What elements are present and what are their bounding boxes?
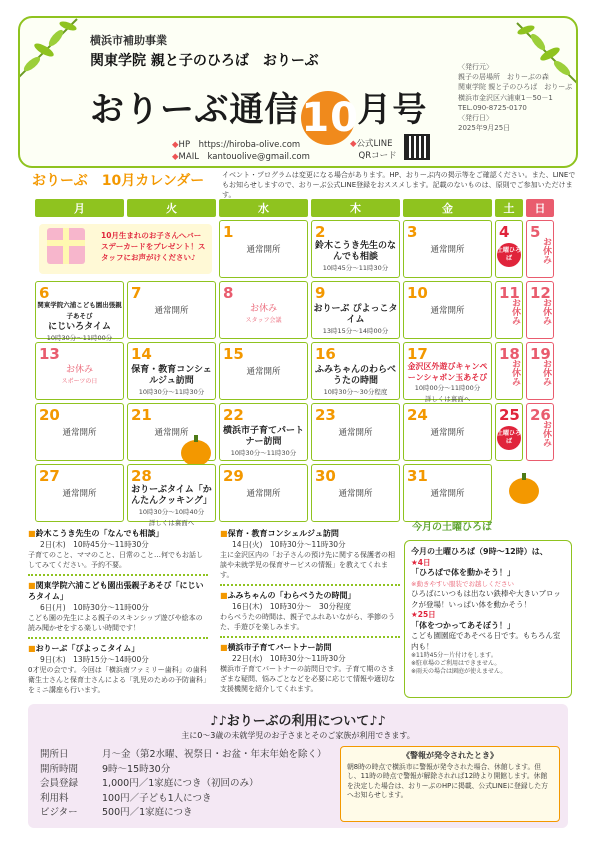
day-cell: 13 お休み スポーツの日 (35, 342, 124, 400)
day-cell: 16 ふみちゃんのわらべうたの時間 10時30分～30分程度 (311, 342, 400, 400)
day-cell: 21 通常開所 (127, 403, 216, 461)
title-text: おりーぶ通信 (90, 90, 300, 130)
day-cell: 24 通常開所 (403, 403, 492, 461)
calendar-week-row (35, 342, 554, 400)
usage-row: 開所時間 9時～15時30分 (40, 763, 171, 775)
usage-row: 会員登録 1,000円／1家庭につき（初回のみ） (40, 778, 259, 789)
day-cell: 28 おりーぶタイム「かんたんクッキング」 10時30分～10時40分 詳しくは裏面へ (127, 464, 216, 522)
day-cell: 29 通常開所 (219, 464, 308, 522)
calendar-week-row (35, 464, 554, 522)
day-cell: 14 保育・教育コンシェルジュ訪問 10時30分～11時30分 (127, 342, 216, 400)
day-cell: 31 通常開所 (403, 464, 492, 522)
header-subtitle: 横浜市補助事業 (90, 34, 167, 47)
day-cell: 17 金沢区外遊びキャンペーンシャボン玉あそび 10時00分～11時00分 詳しくは裏面へ (403, 342, 492, 400)
mail-link[interactable]: ◆MAIL kantouolive@gmail.com (172, 152, 310, 162)
header-banner (18, 16, 578, 168)
weekday-thu: 木 (311, 199, 400, 217)
dotted-divider (28, 574, 208, 576)
usage-row: 開所日 月～金（第2水曜、祝祭日・お盆・年末年始を除く） (40, 749, 327, 760)
usage-heading: ♪♪おりーぶの利用について♪♪ (210, 714, 386, 729)
homepage-link[interactable]: ◆HP https://hiroba-olive.com (172, 140, 301, 150)
dotted-divider (28, 637, 208, 639)
event-details-right: ■保育・教育コンシェルジュ訪問 14日(火) 10時30分～11時30分 主に金沢区内の「お子さんの預け先に関する保護者の相談や未就学児の保育サービスの情報」を教えてくれます。 ■ふみちゃんの「わらべうたの時間」 16日(木) 10時30分～ 30分程度 わらべうたの時間は、親子でふれあいながら、季節のうた、手遊びを楽しみます。 ■横浜市子育てパートナー訪問 22日(水) 10時30分～11時30分 横浜市子育てパートナーの訪問日です。子育て期のさまざまな疑問、悩みごとなどを必要に応じて情報や適切な支援機関を紹介してくれます。 (220, 528, 400, 698)
usage-section (28, 704, 568, 828)
calendar-week-row (35, 281, 554, 339)
pumpkin-icon (509, 478, 539, 504)
olive-leaf-icon (18, 16, 82, 84)
line-info: ◆公式LINE QRコード (350, 139, 397, 161)
day-cell: 1 通常開所 (219, 220, 308, 278)
usage-row: ビジター 500円／1家庭につき (40, 807, 193, 818)
title-month-badge: 10 (301, 91, 355, 145)
day-cell: 10 通常開所 (403, 281, 492, 339)
saturday-hiroba-badge: 土曜ひろば (497, 426, 521, 450)
day-cell: 7 通常開所 (127, 281, 216, 339)
weekday-fri: 金 (403, 199, 492, 217)
day-cell-sat: 4 土曜ひろば (495, 220, 523, 278)
day-cell: 23 通常開所 (311, 403, 400, 461)
day-cell: 27 通常開所 (35, 464, 124, 522)
calendar-note: イベント・プログラムは変更になる場合があります。HP、おりーぶ内の掲示等をご確認ください。また、LINEでもお知らせしますので、おりーぶ公式LINE登録をおススメします。記載のないものは、原則でご参加いただけます。 (222, 171, 576, 199)
day-cell: 20 通常開所 (35, 403, 124, 461)
newsletter-title (90, 82, 427, 145)
weekday-sun: 日 (526, 199, 554, 217)
day-cell: 9 おりーぶ ぴよっこタイム 13時15分～14時00分 (311, 281, 400, 339)
day-cell: 2 鈴木こうき先生のなんでも相談 10時45分～11時30分 (311, 220, 400, 278)
usage-subheading: 主に0～3歳の未就学児のお子さまとそのご家族が利用できます。 (181, 731, 415, 740)
saturday-hiroba-box: 今月の土曜ひろば（9時～12時）は、 ★4日 「ひろばで体を動かそう！」 ※動きやすい服装でお越しください ひろばにいつもは出ない鉄棒や大きいブロックが登場！いっぱい体を動かそう！ ★25日 「体をつかってあそぼう！」 こども園園庭であそべる日です。もちろん室内も！ ※11時45分～片付けをします。 ※駐車場のご利用はできません。 ※雨天の場合は園庭が使えません。 (404, 540, 572, 698)
day-cell-sat: 25 土曜ひろば (495, 403, 523, 461)
weekday-tue: 火 (127, 199, 216, 217)
pumpkin-icon (181, 440, 211, 466)
day-cell-sat: 11 お休み (495, 281, 523, 339)
weekday-mon: 月 (35, 199, 124, 217)
birthday-notice: 10月生まれのお子さんへバースデーカードをプレゼント！スタッフにお声がけください♪ (39, 224, 212, 274)
day-cell: 3 通常開所 (403, 220, 492, 278)
weekday-wed: 水 (219, 199, 308, 217)
weather-alert-box: 《警報が発令されたとき》 朝8時の時点で横浜市に警報が発令された場合、休館します。但し、11時の時点で警報が解除されれば12時より開館します。休館を決定した場合は、おりーぶのHPに掲載、公式LINEに登録した方へお知らせします。 (340, 746, 560, 822)
dotted-divider (220, 584, 400, 586)
weekday-header-row (35, 199, 554, 217)
calendar-table (32, 196, 557, 525)
gift-box-icon (47, 228, 85, 264)
day-cell: 15 通常開所 (219, 342, 308, 400)
day-cell: 8 お休み スタッフ会議 (219, 281, 308, 339)
publisher-info: 〈発行元〉 親子の居場所 おりーぶの森 関東学院 親と子のひろば おりーぶ 横浜市金沢区六浦東1－50－1 TEL.090-8725-0170 〈発行日〉 2025年9月25日 (458, 63, 573, 133)
day-cell: 22 横浜市子育てパートナー訪問 10時30分～11時30分 (219, 403, 308, 461)
day-cell-sun: 12 お休み (526, 281, 554, 339)
usage-row: 利用料 100円／子ども1人につき (40, 792, 212, 804)
calendar-week-row (35, 220, 554, 278)
qr-code-icon[interactable] (404, 134, 430, 160)
saturday-heading: 今月の土曜ひろば (412, 522, 492, 533)
calendar-heading: おりーぶ 10月カレンダー (32, 173, 205, 189)
dotted-divider (220, 636, 400, 638)
day-cell-sun: 26 お休み (526, 403, 554, 461)
day-cell: 30 通常開所 (311, 464, 400, 522)
day-cell-sun: 19 お休み (526, 342, 554, 400)
event-details-left: ■鈴木こうき先生の「なんでも相談」 2日(木) 10時45分～11時30分 子育てのこと、ママのこと、日常のこと…何でもお話ししてみてください。予約不要。 ■関東学院六浦こども園出張親子あそび「にじいろタイム」 6日(月) 10時30分～11時00分 こども園の先生による親子のスキンシップ遊びや絵本の読み聞かせをする楽しい時間です！ ■おりーぶ「ぴよっこタイム」 9日(木) 13時15分～14時00分 0才児の会です。今回は「横浜南ファミリー歯科」の歯科衛生士さんと保育士さんによる「乳児のための予防歯科」をミニ講座も行います。 (28, 529, 207, 694)
usage-table (40, 748, 327, 821)
weekday-sat: 土 (495, 199, 523, 217)
saturday-hiroba-badge: 土曜ひろば (497, 243, 521, 267)
day-cell-sat: 18 お休み (495, 342, 523, 400)
organization-name: 関東学院 親と子のひろば おりーぶ (90, 53, 319, 69)
day-cell-sun: 5 お休み (526, 220, 554, 278)
calendar-week-row (35, 403, 554, 461)
pumpkin-decoration-cell (495, 464, 554, 522)
birthday-card-cell (35, 220, 216, 278)
title-suffix: 月号 (357, 90, 428, 130)
day-cell: 6 関東学院六浦こども園出張親子あそび にじいろタイム 10時30分～11時00分 (35, 281, 124, 339)
